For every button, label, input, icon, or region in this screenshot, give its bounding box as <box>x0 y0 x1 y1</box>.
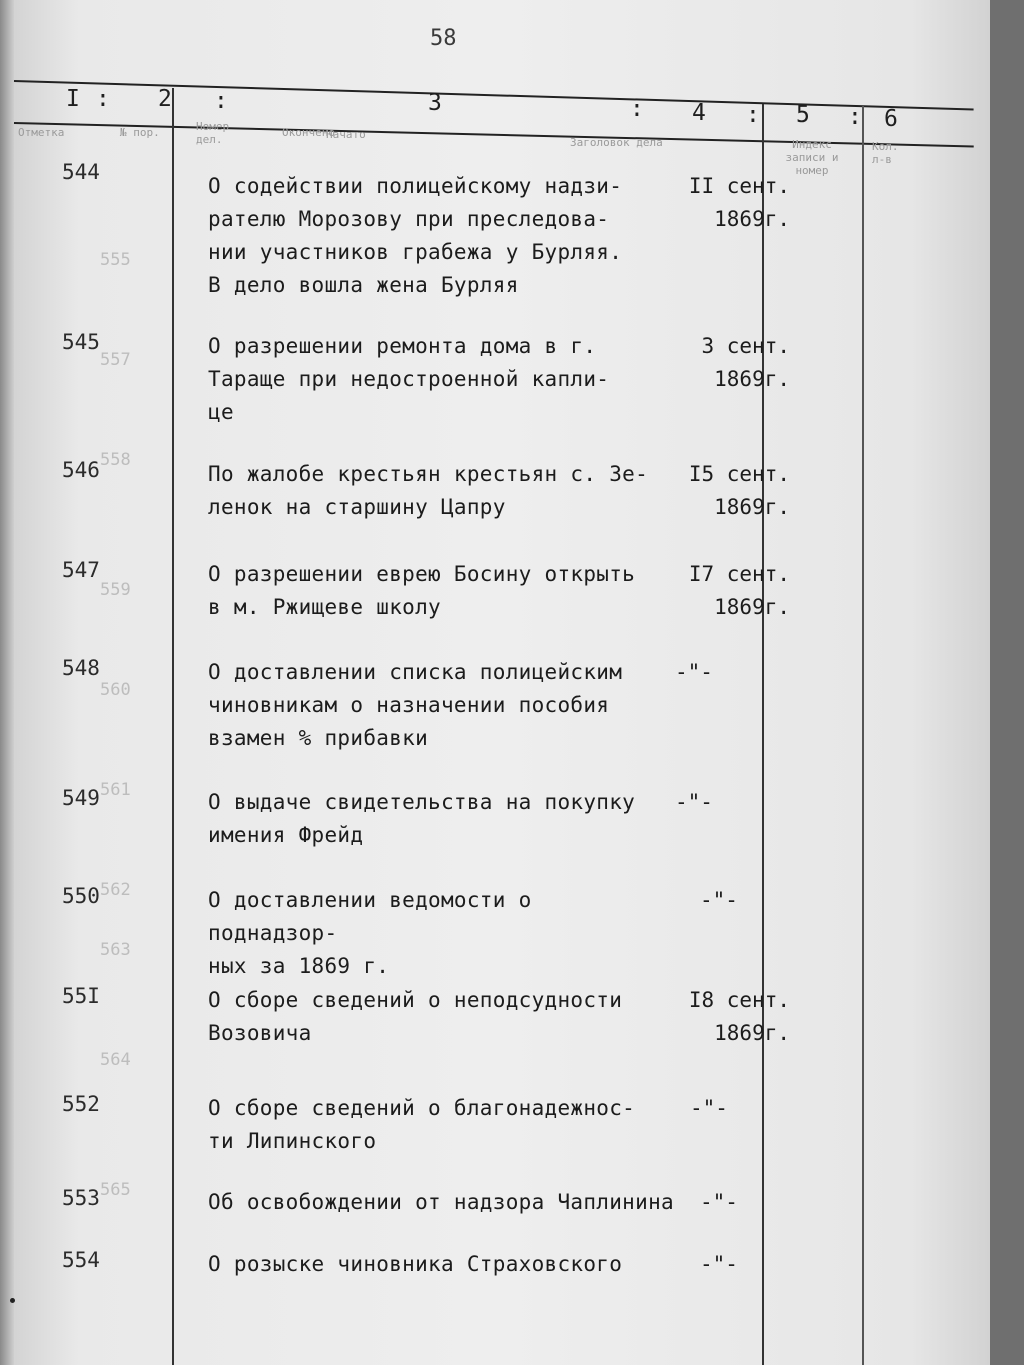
bleed-through-text: 557 <box>100 350 131 370</box>
column-separator: : <box>746 102 760 128</box>
row-date: -"- <box>690 1096 728 1120</box>
row-date: I5 сент. 1869г. <box>688 462 790 519</box>
row-date: I8 сент. 1869г. <box>688 988 790 1045</box>
bleed-through-text: 559 <box>100 580 131 600</box>
bleed-through-text: 561 <box>100 780 131 800</box>
row-number: 55I <box>62 984 100 1008</box>
row-title: О разрешении еврею Босину открыть в м. Ржищеве школу <box>208 562 636 619</box>
page-number: 58 <box>430 26 457 51</box>
row-date: -"- <box>675 660 713 684</box>
row-number: 552 <box>62 1092 100 1116</box>
page-binding-edge <box>0 0 14 1365</box>
row-number: 544 <box>62 160 100 184</box>
row-number: 549 <box>62 786 100 810</box>
ink-dot <box>10 1298 15 1303</box>
row-number: 554 <box>62 1248 100 1272</box>
header-label-started: Начато <box>326 128 366 141</box>
row-title: О выдаче свидетельства на покупку имения Фрейд <box>208 790 636 847</box>
column-number-5: 5 <box>796 102 810 128</box>
header-label-mark: Отметка <box>18 126 65 139</box>
bleed-through-text: 563 <box>100 940 131 960</box>
row-title: О доставлении ведомости о поднадзор- ных за 1869 г. <box>208 888 532 978</box>
column-separator: : <box>848 104 862 130</box>
row-number: 553 <box>62 1186 100 1210</box>
header-label-title: Заголовок дела <box>570 136 663 149</box>
column-divider-1 <box>172 88 174 1365</box>
row-date: 3 сент. 1869г. <box>701 334 790 391</box>
column-separator: : <box>214 88 228 114</box>
bleed-through-text: 565 <box>100 1180 131 1200</box>
column-separator: : <box>96 86 110 112</box>
column-number-6: 6 <box>884 106 898 132</box>
row-date: -"- <box>700 1190 738 1214</box>
row-date: I7 сент. 1869г. <box>688 562 790 619</box>
row-number: 546 <box>62 458 100 482</box>
row-title: О разрешении ремонта дома в г. Тараще при недостроенной капли- це <box>208 334 610 424</box>
row-date: -"- <box>700 1252 738 1276</box>
header-label-sheets: Кол. л-в <box>872 140 899 166</box>
row-number: 545 <box>62 330 100 354</box>
column-divider-2 <box>762 104 764 1365</box>
row-title: О содействии полицейскому надзи- рателю Морозову при преследова- нии участников грабежа у Бурляя. В дело вошла жена Бурляя <box>208 174 623 297</box>
header-label-ended: Окончено <box>282 126 335 139</box>
header-label-order: № пор. <box>120 126 160 139</box>
row-number: 550 <box>62 884 100 908</box>
column-number-1: I <box>66 86 80 112</box>
column-number-3: 3 <box>428 90 442 116</box>
row-number: 547 <box>62 558 100 582</box>
row-title: Об освобождении от надзора Чаплинина <box>208 1190 674 1214</box>
bleed-through-text: 558 <box>100 450 131 470</box>
column-divider-3 <box>862 106 864 1365</box>
bleed-through-text: 560 <box>100 680 131 700</box>
column-separator: : <box>630 96 644 122</box>
header-label-file-number: Номер дел. <box>196 120 230 146</box>
column-number-4: 4 <box>692 100 706 126</box>
bleed-through-text: 555 <box>100 250 131 270</box>
row-date: II сент. 1869г. <box>688 174 790 231</box>
row-title: О доставлении списка полицейским чиновникам о назначении пособия взамен % прибавки <box>208 660 623 750</box>
row-title: О сборе сведений о неподсудности Возовича <box>208 988 623 1045</box>
row-title: О розыске чиновника Страховского <box>208 1252 623 1276</box>
row-title: По жалобе крестьян крестьян с. Зе- ленок на старшину Цапру <box>208 462 649 519</box>
row-date: -"- <box>700 888 738 912</box>
header-label-index: Индекс записи и номер <box>785 138 839 177</box>
row-title: О сборе сведений о благонадежнос- ти Липинского <box>208 1096 636 1153</box>
bleed-through-text: 562 <box>100 880 131 900</box>
row-number: 548 <box>62 656 100 680</box>
bleed-through-text: 564 <box>100 1050 131 1070</box>
row-date: -"- <box>675 790 713 814</box>
column-number-2: 2 <box>158 86 172 112</box>
